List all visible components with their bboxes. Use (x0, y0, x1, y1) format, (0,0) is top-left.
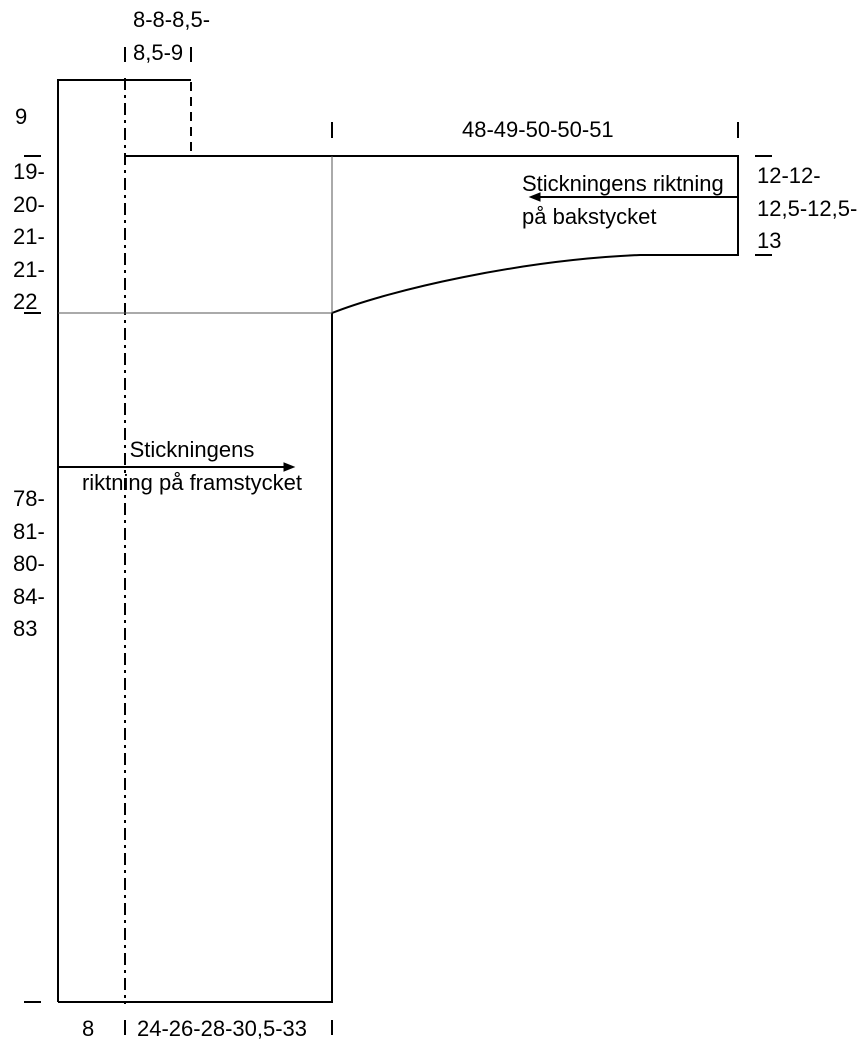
bottom-width-label: 24-26-28-30,5-33 (137, 1016, 308, 1041)
armhole-line-3: 21- (13, 224, 45, 249)
front-direction-label (64, 434, 320, 499)
neck-width-label (133, 4, 210, 69)
front-direction-line-2: riktning på framstycket (81, 469, 303, 495)
sleeve-depth-line-2: 12,5-12,5- (757, 195, 858, 221)
sleeve-depth-line-1: 12-12- (757, 163, 821, 188)
body-length-line-5: 83 (13, 616, 38, 641)
sleeve-length-label: 48-49-50-50-51 (462, 117, 614, 142)
body-length-label (13, 483, 45, 646)
neck-width-line-1: 8-8-8,5- (133, 7, 211, 32)
neck-width-line-2: 8,5-9 (133, 39, 184, 65)
front-direction-line-1: Stickningens (129, 437, 255, 462)
bottom-left-label: 8 (82, 1016, 95, 1041)
top-left-label: 9 (15, 104, 28, 129)
armhole-line-2: 20- (13, 191, 45, 217)
sleeve-depth-label (757, 160, 857, 258)
armhole-line-1: 19- (13, 159, 45, 184)
armhole-line-5: 22 (13, 289, 38, 314)
body-length-line-2: 81- (13, 518, 45, 544)
body-length-line-3: 80- (13, 551, 45, 576)
body-length-line-1: 78- (13, 486, 45, 511)
armhole-depth-label (13, 156, 45, 319)
sleeve-depth-line-3: 13 (757, 228, 782, 253)
armhole-line-4: 21- (13, 256, 45, 282)
body-length-line-4: 84- (13, 583, 45, 609)
back-direction-label (522, 168, 724, 233)
back-direction-line-2: på bakstycket (522, 203, 657, 229)
back-direction-line-1: Stickningens riktning (522, 171, 724, 196)
